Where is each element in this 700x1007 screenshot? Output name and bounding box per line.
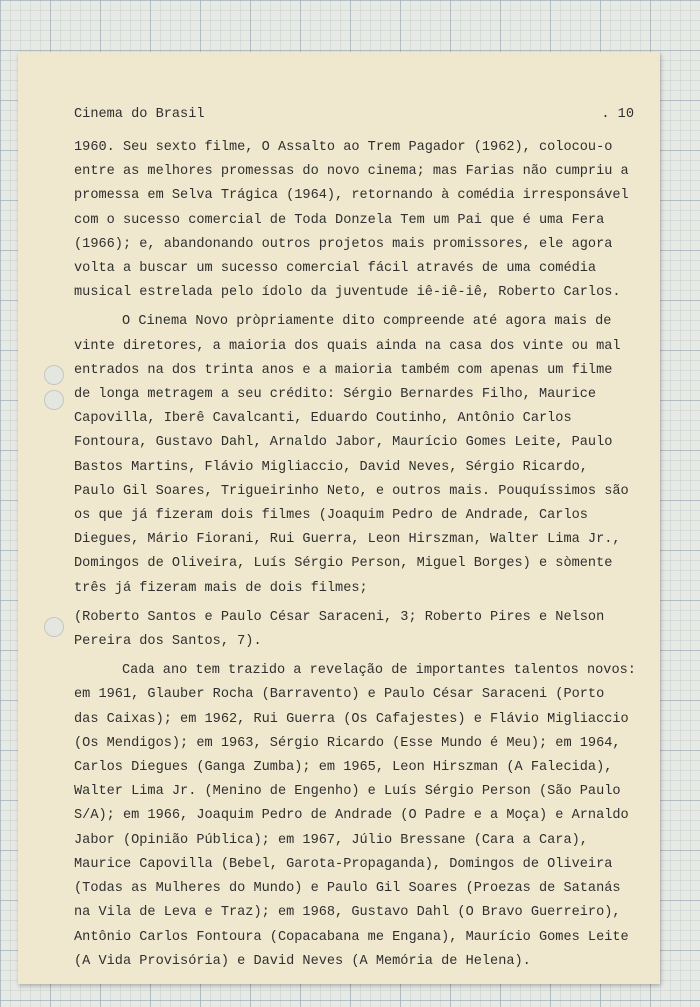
typewritten-page [18, 52, 660, 984]
page-number: . 10 [601, 107, 634, 122]
punch-hole [44, 365, 64, 385]
paragraph-4: Cada ano tem trazido a revelação de importantes talentos novos: em 1961, Glauber Rocha (Barravento) e Paulo César Saraceni (Porto das Caixas); em 1962, Rui Guerra (Os Cafajestes) e Flávio Migliaccio (Os Mendigos); em 1963, Sérgio Ricardo (Esse Mundo é Meu); em 1964, Carlos Diegues (Ganga Zumba); em 1965, Leon Hirszman (A Falecida), Walter Lima Jr. (Menino de Engenho) e Luís Sérgio Person (São Paulo S/A); em 1966, Joaquim Pedro de Andrade (O Padre e a Moça) e Arnaldo Jabor (Opinião Pública); em 1967, Júlio Bressane (Cara a Cara), Maurice Capovilla (Bebel, Garota-Propaganda), Domingos de Oliveira (Todas as Mulheres do Mundo) e Paulo Gil Soares (Proezas de Satanás na Vila de Leva e Traz); em 1968, Gustavo Dahl (O Bravo Guerreiro), Antônio Carlos Fontoura (Copacabana me Engana), Maurício Gomes Leite (A Vida Provisória) e David Neves (A Memória de Helena). [74, 663, 636, 969]
body-text [74, 136, 636, 974]
paragraph-3: (Roberto Santos e Paulo César Saraceni, 3; Roberto Pires e Nelson Pereira dos Santos, 7). [74, 609, 605, 650]
paragraph-2: O Cinema Novo pròpriamente dito compreende até agora mais de vinte diretores, a maioria dos quais ainda na casa dos vinte ou mal entrados na dos trinta anos e a maioria também com apenas um filme de longa metragem a seu crédito: Sérgio Bernardes Filho, Maurice Capovilla, Iberê Cavalcanti, Eduardo Coutinho, Antônio Carlos Fontoura, Gustavo Dahl, Arnaldo Jabor, Maurício Gomes Leite, Paulo Bastos Martins, Flávio Migliaccio, David Neves, Sérgio Ricardo, Paulo Gil Soares, Trigueirinho Neto, e outros mais. Pouquíssimos são os que já fizeram dois filmes (Joaquim Pedro de Andrade, Carlos Diegues, Mário Fiorani, Rui Guerra, Leon Hirszman, Walter Lima Jr., Domingos de Oliveira, Luís Sérgio Person, Miguel Borges) e sòmente três já fizeram mais de dois filmes; [74, 314, 629, 596]
running-title: Cinema do Brasil [74, 107, 205, 122]
paragraph-1: 1960. Seu sexto filme, O Assalto ao Trem Pagador (1962), colocou-o entre as melhores promessas do novo cinema; mas Farias não cumpriu a promessa em Selva Trágica (1964), retornando à comédia irresponsável com o sucesso comercial de Toda Donzela Tem um Pai que é uma Fera (1966); e, abandonando outros projetos mais promissores, ele agora volta a buscar um sucesso comercial fácil através de uma comédia musical estrelada pelo ídolo da juventude iê-iê-iê, Roberto Carlos. [74, 140, 629, 301]
punch-hole [44, 617, 64, 637]
page-header [74, 107, 634, 122]
punch-hole [44, 390, 64, 410]
